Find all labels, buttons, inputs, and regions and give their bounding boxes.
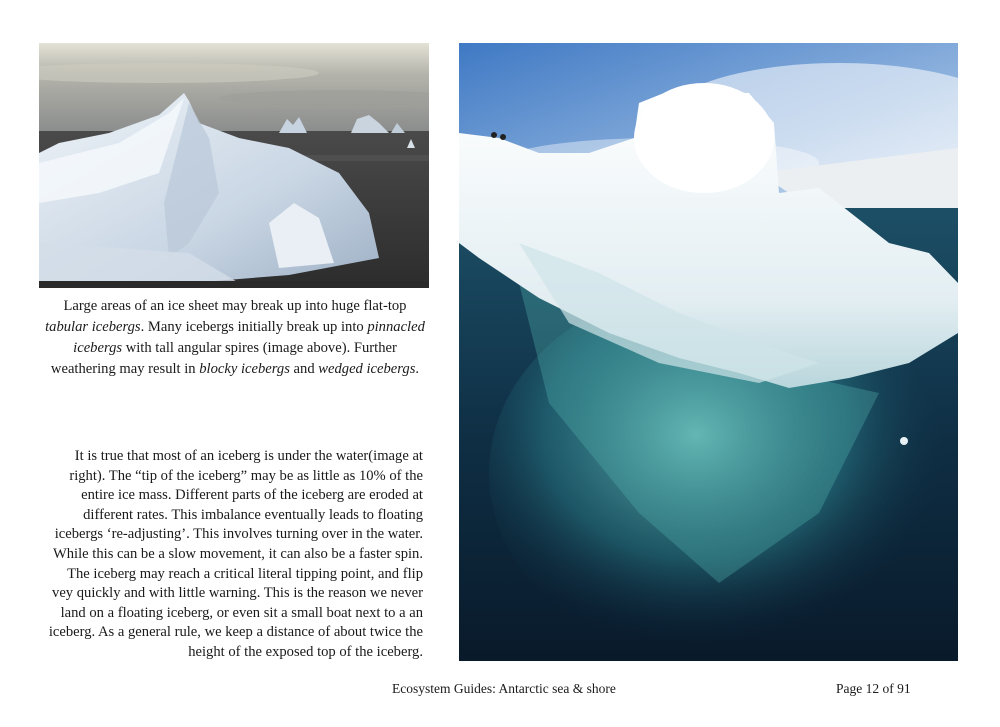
underwater-iceberg-photo xyxy=(459,43,958,661)
caption-text-5: . xyxy=(415,361,420,377)
caption-text-1: Large areas of an ice sheet may break up into huge flat-top xyxy=(63,298,407,314)
term-tabular-icebergs: tabular icebergs xyxy=(45,319,141,335)
term-blocky-icebergs: blocky icebergs xyxy=(199,361,290,377)
footer-page-number: Page 12 of 91 xyxy=(836,681,911,696)
caption-text-3: with tall angular spires (image above). Further weathering may result in xyxy=(50,340,397,377)
term-wedged-icebergs: wedged icebergs xyxy=(318,361,416,377)
pinnacled-iceberg-photo xyxy=(39,43,429,288)
caption-text-2: . Many icebergs initially break up into xyxy=(140,319,368,335)
iceberg-types-caption xyxy=(44,296,426,380)
caption-text-4: and xyxy=(289,361,319,377)
footer-guide-title: Ecosystem Guides: Antarctic sea & shore xyxy=(392,681,616,696)
iceberg-safety-paragraph: It is true that most of an iceberg is under the water(image at right). The “tip of the iceberg” may be as little as 10% of the entire ice mass. Different parts of the iceberg are eroded at different rates. This imbalance eventually leads to floating icebergs ‘re-adjusting’. This involves turning over in the water. While this can be a slow movement, it can also be a faster spin. The iceberg may reach a critical literal tipping point, and flip vey quickly and with little warning. This is the reason we never land on a floating iceberg, or even sit a small boat next to a an iceberg. As a general rule, we keep a distance of about twice the height of the exposed top of the iceberg. xyxy=(48,448,423,660)
term-pinnacled-icebergs: pinnacled icebergs xyxy=(73,319,425,356)
